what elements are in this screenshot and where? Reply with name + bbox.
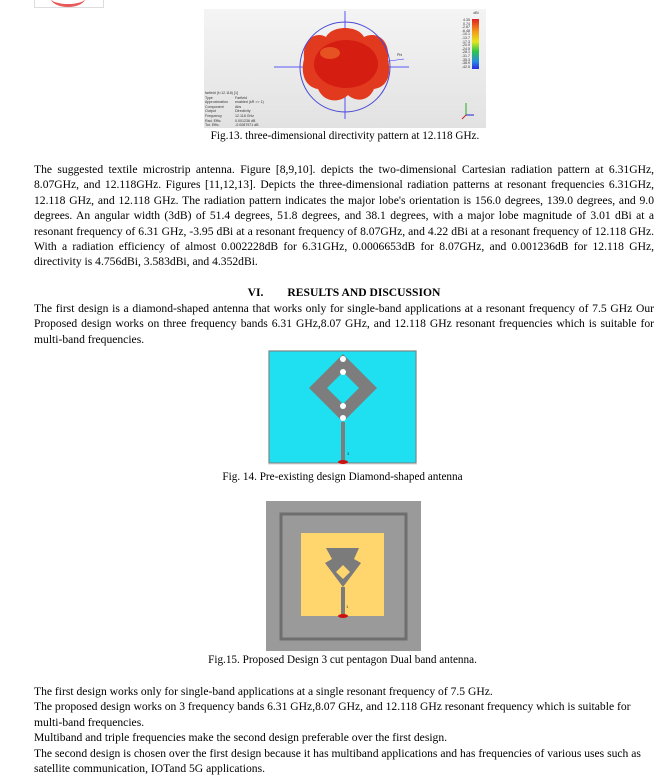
- info-value: 0.001236 dB: [235, 118, 256, 123]
- conclusion-block: [34, 684, 646, 776]
- scale-tick-label: -17.3: [461, 39, 470, 44]
- port-label: 3: [347, 451, 350, 456]
- conclusion-line-4: The second design is chosen over the first design because it has multiband applications and has frequencies of various uses such as satellite communication, IOTand 5G applications.: [34, 746, 641, 776]
- info-key: Tot. Effic.: [205, 123, 220, 128]
- conclusion-line-2: The proposed design works on 3 frequency bands 6.31 GHz,8.07 GHz, and 12.118 GHz resonant frequency which is suitable for multi-band frequencies.: [34, 700, 631, 729]
- section-title: RESULTS AND DISCUSSION: [287, 286, 441, 299]
- axis-triad-icon: [462, 103, 474, 119]
- figure-13-caption: Fig.13. three-dimensional directivity pattern at 12.118 GHz.: [210, 130, 480, 142]
- feed-line: [341, 587, 345, 614]
- figure-14-caption: Fig. 14. Pre-existing design Diamond-shaped antenna: [222, 471, 463, 483]
- color-scale-bar: [472, 19, 479, 69]
- info-key: Type: [205, 95, 213, 100]
- figure-15-caption: Fig.15. Proposed Design 3 cut pentagon Dual band antenna.: [208, 654, 477, 666]
- info-key: Approximation: [205, 100, 228, 105]
- scale-tick-label: -28.1: [461, 50, 470, 55]
- phi-axis-label: Phi: [397, 53, 403, 57]
- scale-tick-label: 4.35: [463, 18, 470, 22]
- info-value: Abs: [235, 104, 242, 109]
- conclusion-line-3: Multiband and triple frequencies make the second design preferable over the first design.: [34, 731, 448, 745]
- scale-tick-label: -31.7: [461, 53, 470, 58]
- info-value: -0.0087971 dB: [235, 123, 259, 128]
- lobe-core: [314, 40, 378, 88]
- figure-13-3d-directivity: [204, 9, 486, 128]
- info-key: farfield (f=12.118) [1]: [205, 91, 238, 95]
- scale-tick-label: 0.74: [463, 21, 470, 26]
- scale-title: dBi: [473, 11, 479, 15]
- info-value: Farfield: [235, 95, 247, 100]
- section-number: VI.: [247, 286, 264, 299]
- info-key: Component: [205, 104, 224, 109]
- figure-14-drawing: [268, 350, 417, 465]
- scale-tick-label: -13.7: [461, 35, 470, 40]
- info-value: Directivity: [235, 109, 251, 114]
- scale-tick-label: -6.48: [461, 28, 470, 33]
- slot-circle-bottom: [340, 403, 346, 409]
- scale-tick-label: -35.3: [461, 57, 470, 62]
- header-logo-fragment: [34, 0, 104, 8]
- info-key: Output: [205, 109, 216, 114]
- feed-port: [338, 460, 348, 464]
- logo-red-arc: [51, 0, 85, 7]
- body-paragraph-1: The suggested textile microstrip antenna. Figure [8,9,10]. depicts the two-dimensional Cartesian radiation pattern at 6.31GHz, 8.07GHz, and 12.118GHz. Figures [11,12,13]. Depicts the three-dimensional radiation patterns at resonant frequencies 6.31GHz, 12.118 GHz, and 12.118 GHz. The radiation pattern indicates the major lobe's orientation is 156.0 degrees, 139.0 degrees, and 9.0 degrees. An angular width (3dB) of 51.4 degrees, 51.8 degrees, and 38.1 degrees, with a major lobe magnitude of 3.01 dBi at a resonant frequency of 6.31 GHz, -3.95 dBi at a resonant frequency of 8.07GHz, and 4.22 dBi at a resonant frequency of 12.118 GHz. With a radiation efficiency of almost 0.002228dB for 6.31GHz, 0.0006653dB for 8.07GHz, and 0.001236dB for 12.118 GHz, directivity is 4.756dBi, 3.583dBi, and 4.352dBi.: [34, 163, 654, 269]
- scale-tick-label: -2.87: [461, 25, 470, 30]
- body-paragraph-2: The first design is a diamond-shaped antenna that works only for single-band applications at a resonant frequency of 7.5 GHz Our Proposed design works on three frequency bands 6.31 GHz,8.07 GHz, and 12.118 GHz resonant frequencies which is suitable for multi-band frequencies.: [34, 302, 654, 346]
- info-value: enabled (kR >> 1): [235, 100, 264, 105]
- conclusion-line-1: The first design works only for single-band applications at a single resonant frequency of 7.5 GHz.: [34, 685, 493, 698]
- scale-tick-label: -38.9: [461, 61, 470, 66]
- lobe-highlight: [320, 47, 340, 59]
- figure-15-pentagon-antenna: [266, 501, 421, 651]
- info-key: Frequency: [205, 113, 222, 118]
- slot-circle-right: [340, 369, 346, 375]
- section-heading: [34, 286, 654, 299]
- slot-circle-top: [340, 356, 346, 362]
- figure-15-drawing: [266, 501, 421, 651]
- slot-circle-low: [340, 415, 346, 421]
- port-label: 1: [346, 604, 349, 609]
- scale-tick-label: -10.1: [461, 32, 470, 37]
- info-value: 12.118 GHz: [235, 113, 254, 118]
- scale-tick-label: -24.5: [461, 46, 470, 51]
- figure-14-diamond-antenna: [268, 350, 417, 465]
- farfield-info-box: [205, 91, 285, 128]
- scale-ticks: [454, 19, 470, 69]
- scale-tick-label: -42.5: [461, 64, 470, 69]
- scale-tick-label: -20.9: [461, 43, 470, 48]
- info-key: Rad. Effic.: [205, 118, 222, 123]
- feed-line: [341, 422, 345, 462]
- feed-port: [338, 614, 348, 618]
